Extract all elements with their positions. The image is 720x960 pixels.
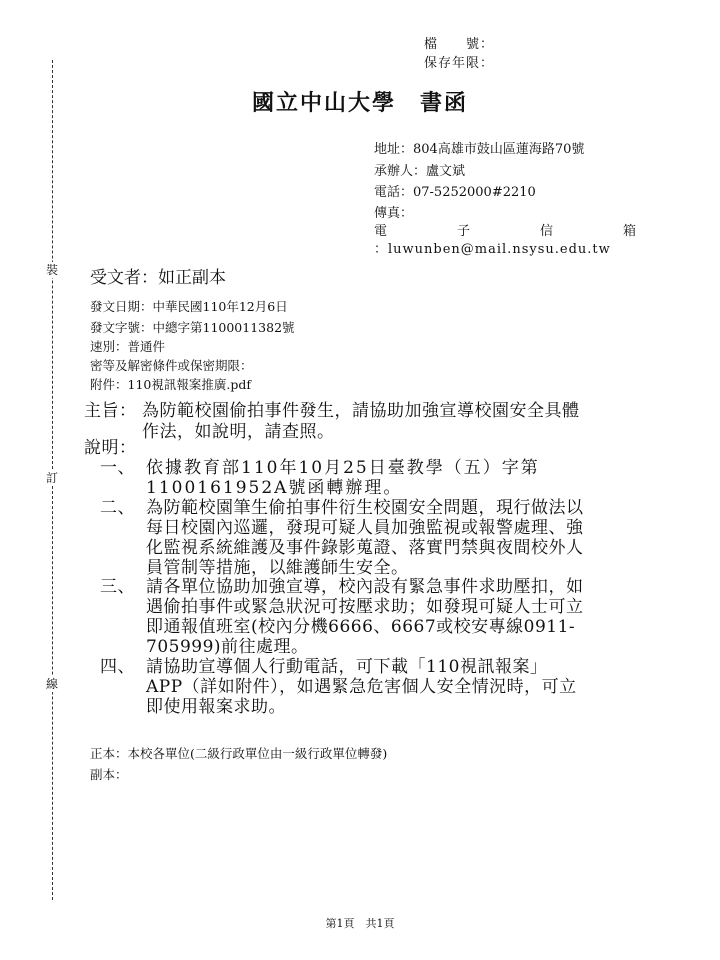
file-number-label: 檔 號： (424, 37, 495, 52)
binding-char-ding: 訂 (45, 471, 58, 485)
subject-line: 為防範校園偷拍事件發生，請協助加強宣導校園安全具體 (142, 401, 580, 421)
binding-char-zhuang: 裝 (45, 263, 58, 277)
recipient: 受文者：如正副本 (90, 268, 226, 288)
explanation-item-line: 1100161952A號函轉辦理。 (146, 478, 403, 498)
contact-fax: 傳真： (374, 206, 414, 221)
binding-char-xian: 線 (45, 677, 58, 691)
issue-date: 發文日期：中華民國110年12月6日 (90, 299, 288, 314)
email-label-char: 電 (374, 224, 388, 239)
email-label-char: 箱 (622, 224, 636, 239)
explanation-item-line: 為防範校園筆生偷拍事件衍生校園安全問題，現行做法以 (146, 498, 584, 518)
explanation-item-number: 四、 (100, 657, 135, 677)
explanation-item-line: 員管制等措施，以維護師生安全。 (146, 558, 409, 578)
explanation-label: 說明： (84, 438, 137, 458)
page-number: 第1頁 共1頁 (325, 917, 395, 930)
attachment: 附件：110視訊報案推廣.pdf (90, 377, 251, 392)
explanation-item-line: 即通報值班室(校內分機6666、6667或校安專線0911- (146, 617, 576, 637)
explanation-item-line: 依據教育部110年10月25日臺教學（五）字第 (146, 458, 540, 478)
contact-email-label (374, 220, 636, 239)
explanation-item-line: 705999)前往處理。 (146, 637, 309, 657)
explanation-item-number: 二、 (100, 498, 135, 518)
explanation-item-number: 三、 (100, 577, 135, 597)
delivery-speed: 速別：普通件 (90, 339, 166, 354)
explanation-item-line: 化監視系統維護及事件錄影蒐證、落實門禁與夜間校外人 (146, 538, 584, 558)
main-recipient: 正本：本校各單位(二級行政單位由一級行政單位轉發) (90, 746, 388, 761)
explanation-item-number: 一、 (100, 458, 135, 478)
contact-email: ：luwunben@mail.nsysu.edu.tw (374, 242, 611, 257)
document-number: 發文字號：中總字第1100011382號 (90, 320, 295, 335)
subject-label: 主旨： (84, 401, 137, 421)
explanation-item-line: 每日校園內巡邏，發現可疑人員加強監視或報警處理、強 (146, 518, 584, 538)
explanation-item-line: 請協助宣導個人行動電話，可下載「110視訊報案」 (146, 657, 548, 677)
contact-handler: 承辦人：盧文斌 (374, 164, 466, 179)
contact-address: 地址：804高雄市鼓山區蓮海路70號 (374, 142, 585, 157)
explanation-item-line: APP（詳如附件），如遇緊急危害個人安全情況時，可立 (146, 677, 577, 697)
document-title: 國立中山大學 書函 (251, 90, 468, 116)
contact-phone: 電話：07-5252000#2210 (374, 185, 536, 200)
subject-line: 作法，如說明，請查照。 (142, 422, 335, 442)
explanation-item-line: 遇偷拍事件或緊急狀況可按壓求助；如發現可疑人士可立 (146, 597, 584, 617)
explanation-item-line: 請各單位協助加強宣導，校內設有緊急事件求助壓扣，如 (146, 577, 584, 597)
copy-recipient: 副本： (90, 767, 128, 782)
secrecy-level: 密等及解密條件或保密期限： (90, 358, 253, 373)
explanation-item-line: 即使用報案求助。 (146, 697, 286, 717)
email-label-char: 信 (539, 224, 553, 239)
email-label-char: 子 (456, 224, 470, 239)
retention-period-label: 保存年限： (424, 56, 495, 71)
